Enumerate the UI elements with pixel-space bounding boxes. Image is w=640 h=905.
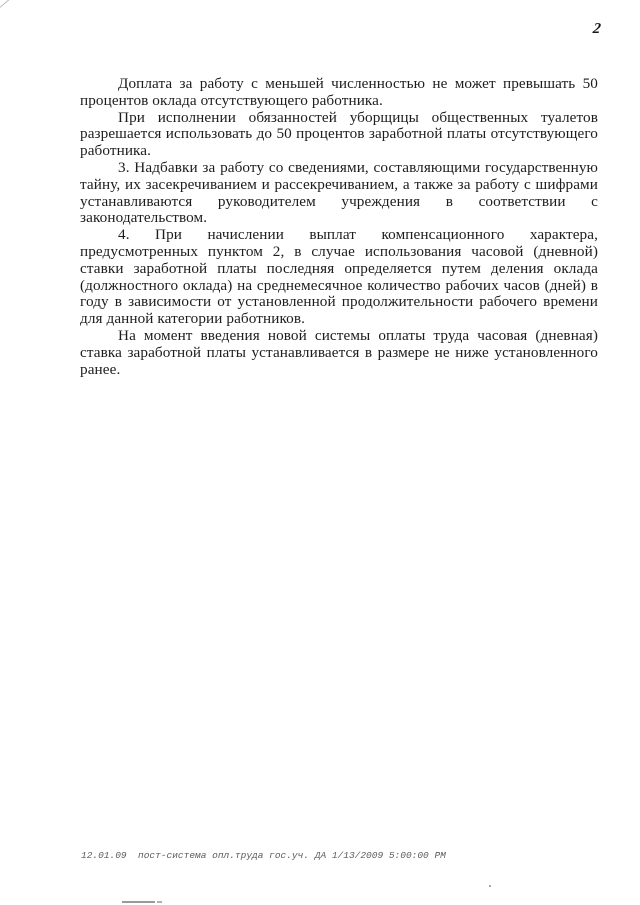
scan-artifact-underline xyxy=(122,901,155,903)
footer-file-stamp: 12.01.09 пост-система опл.труда гос.уч. ДА 1/13/2009 5:00:00 PM xyxy=(81,850,446,861)
document-body xyxy=(80,76,598,378)
page-number: 2 xyxy=(591,21,602,37)
scan-artifact-dot xyxy=(489,885,491,887)
paragraph-overtime-supplement: Доплата за работу с меньшей численностью не может превышать 50 процентов оклада отсутствующего работника. xyxy=(80,75,598,109)
paragraph-cleaner-duties: При исполнении обязанностей уборщицы общественных туалетов разрешается использовать до 50 процентов заработной платы отсутствующего работника. xyxy=(80,108,598,160)
paragraph-item-4-compensation: 4. При начислении выплат компенсационного характера, предусмотренных пунктом 2, в случае использования часовой (дневной) ставки заработной платы последняя определяется путем деления оклада (должностного оклада) на среднемесячное количество рабочих часов (дней) в году в зависимости от установленной продолжительности рабочего времени для данной категории работников. xyxy=(80,226,598,328)
scan-artifact-dash xyxy=(157,901,162,903)
paragraph-item-3-state-secrets: 3. Надбавки за работу со сведениями, составляющими государственную тайну, их засекречиванием и рассекречиванием, а также за работу с шифрами устанавливаются руководителем учреждения в соответствии с законодательством. xyxy=(80,158,598,227)
scan-artifact-diagonal-line xyxy=(0,0,11,9)
paragraph-new-pay-system: На момент введения новой системы оплаты труда часовая (дневная) ставка заработной платы устанавливается в размере не ниже установленного ранее. xyxy=(80,326,598,378)
